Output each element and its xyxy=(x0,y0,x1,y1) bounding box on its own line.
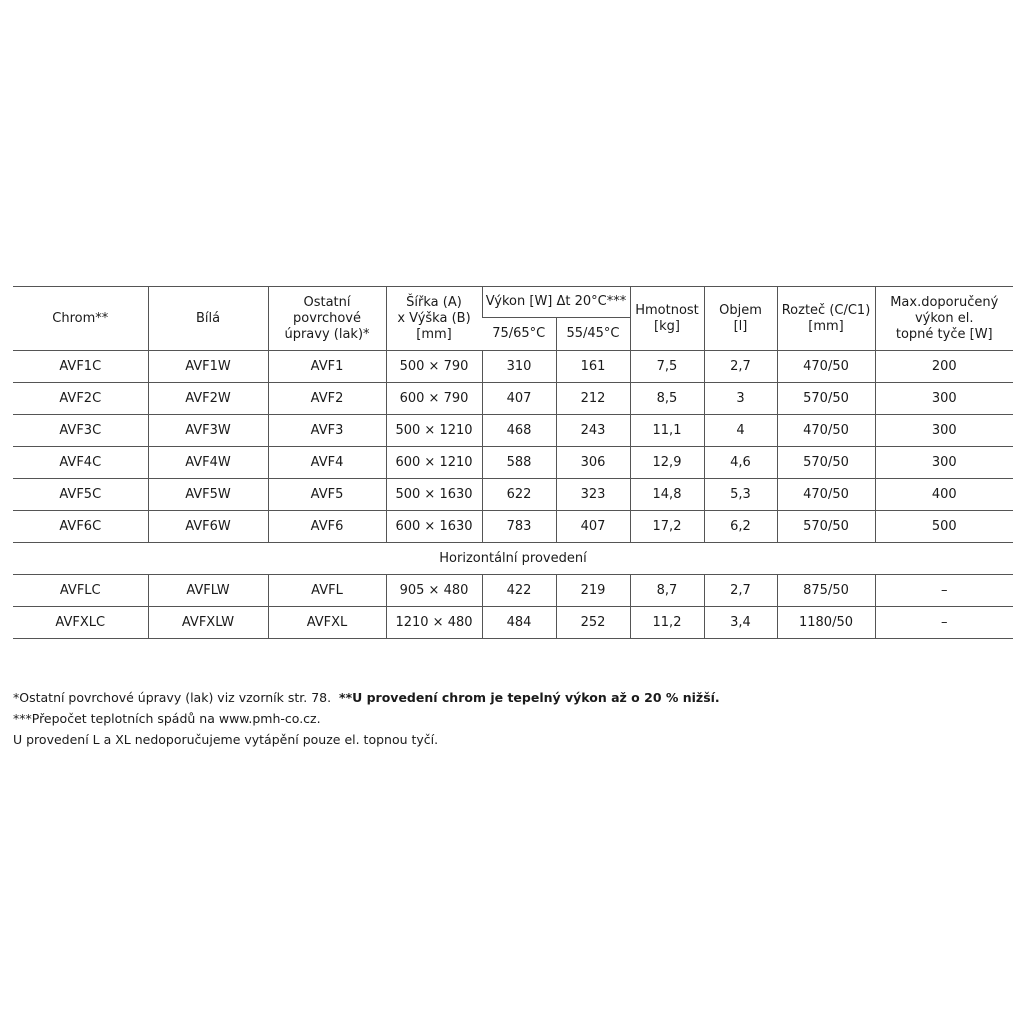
col-header-vykon: Výkon [W] Δt 20°C*** xyxy=(482,287,630,318)
cell-bila: AVF1W xyxy=(148,351,268,383)
cell-max: 500 xyxy=(875,511,1013,543)
cell-roztec: 875/50 xyxy=(777,575,875,607)
cell-ostatni: AVF5 xyxy=(268,479,386,511)
cell-vykon-55: 407 xyxy=(556,511,630,543)
cell-vykon-55: 252 xyxy=(556,607,630,639)
cell-bila: AVF3W xyxy=(148,415,268,447)
cell-hmotnost: 8,5 xyxy=(630,383,704,415)
cell-ostatni: AVF4 xyxy=(268,447,386,479)
footnote-1: *Ostatní povrchové úpravy (lak) viz vzorník str. 78. **U provedení chrom je tepelný výkon až o 20 % nižší. xyxy=(13,690,720,705)
col-header-max: Max.doporučený výkon el. topné tyče [W] xyxy=(875,287,1013,351)
spec-table xyxy=(13,286,1013,639)
cell-rozmer: 500 × 1210 xyxy=(386,415,482,447)
table-row xyxy=(13,415,1013,447)
cell-vykon-55: 323 xyxy=(556,479,630,511)
cell-bila: AVF6W xyxy=(148,511,268,543)
cell-max: 300 xyxy=(875,383,1013,415)
cell-max: – xyxy=(875,607,1013,639)
cell-chrom: AVF3C xyxy=(13,415,148,447)
cell-roztec: 470/50 xyxy=(777,479,875,511)
cell-roztec: 570/50 xyxy=(777,447,875,479)
cell-roztec: 570/50 xyxy=(777,383,875,415)
cell-objem: 2,7 xyxy=(704,575,777,607)
cell-roztec: 1180/50 xyxy=(777,607,875,639)
cell-objem: 2,7 xyxy=(704,351,777,383)
header-row xyxy=(13,287,1013,318)
cell-vykon-55: 161 xyxy=(556,351,630,383)
cell-vykon-55: 306 xyxy=(556,447,630,479)
cell-ostatni: AVF3 xyxy=(268,415,386,447)
footnote-2: ***Přepočet teplotních spádů na www.pmh-co.cz. xyxy=(13,711,321,726)
cell-max: 300 xyxy=(875,447,1013,479)
cell-ostatni: AVF6 xyxy=(268,511,386,543)
table-row xyxy=(13,383,1013,415)
cell-rozmer: 600 × 1630 xyxy=(386,511,482,543)
col-header-vykon-75: 75/65°C xyxy=(482,318,556,351)
col-header-rozmer: Šířka (A) x Výška (B) [mm] xyxy=(386,287,482,351)
cell-vykon-75: 407 xyxy=(482,383,556,415)
cell-ostatni: AVF2 xyxy=(268,383,386,415)
cell-hmotnost: 12,9 xyxy=(630,447,704,479)
cell-vykon-75: 468 xyxy=(482,415,556,447)
cell-chrom: AVF2C xyxy=(13,383,148,415)
cell-bila: AVFXLW xyxy=(148,607,268,639)
footnotes xyxy=(13,687,720,750)
cell-vykon-75: 622 xyxy=(482,479,556,511)
cell-objem: 5,3 xyxy=(704,479,777,511)
cell-rozmer: 500 × 1630 xyxy=(386,479,482,511)
cell-chrom: AVF5C xyxy=(13,479,148,511)
cell-ostatni: AVF1 xyxy=(268,351,386,383)
cell-rozmer: 600 × 1210 xyxy=(386,447,482,479)
cell-bila: AVF2W xyxy=(148,383,268,415)
cell-max: 300 xyxy=(875,415,1013,447)
table-row xyxy=(13,607,1013,639)
cell-hmotnost: 7,5 xyxy=(630,351,704,383)
cell-vykon-55: 243 xyxy=(556,415,630,447)
cell-ostatni: AVFL xyxy=(268,575,386,607)
cell-objem: 3,4 xyxy=(704,607,777,639)
cell-vykon-75: 310 xyxy=(482,351,556,383)
cell-bila: AVF5W xyxy=(148,479,268,511)
cell-chrom: AVF4C xyxy=(13,447,148,479)
cell-vykon-75: 422 xyxy=(482,575,556,607)
cell-hmotnost: 11,2 xyxy=(630,607,704,639)
cell-rozmer: 1210 × 480 xyxy=(386,607,482,639)
section-row xyxy=(13,543,1013,575)
footnote-3: U provedení L a XL nedoporučujeme vytápění pouze el. topnou tyčí. xyxy=(13,732,439,747)
cell-vykon-75: 783 xyxy=(482,511,556,543)
cell-vykon-75: 484 xyxy=(482,607,556,639)
cell-hmotnost: 17,2 xyxy=(630,511,704,543)
col-header-bila: Bílá xyxy=(148,287,268,351)
col-header-hmotnost: Hmotnost [kg] xyxy=(630,287,704,351)
cell-chrom: AVFXLC xyxy=(13,607,148,639)
cell-objem: 4,6 xyxy=(704,447,777,479)
cell-hmotnost: 11,1 xyxy=(630,415,704,447)
cell-max: 200 xyxy=(875,351,1013,383)
col-header-vykon-55: 55/45°C xyxy=(556,318,630,351)
section-label: Horizontální provedení xyxy=(13,543,1013,575)
cell-bila: AVF4W xyxy=(148,447,268,479)
cell-vykon-55: 219 xyxy=(556,575,630,607)
cell-chrom: AVF6C xyxy=(13,511,148,543)
cell-roztec: 470/50 xyxy=(777,415,875,447)
cell-ostatni: AVFXL xyxy=(268,607,386,639)
table-row xyxy=(13,575,1013,607)
table-row xyxy=(13,351,1013,383)
table-row xyxy=(13,479,1013,511)
table-row xyxy=(13,447,1013,479)
cell-chrom: AVFLC xyxy=(13,575,148,607)
col-header-ostatni: Ostatní povrchové úpravy (lak)* xyxy=(268,287,386,351)
cell-chrom: AVF1C xyxy=(13,351,148,383)
cell-vykon-75: 588 xyxy=(482,447,556,479)
col-header-roztec: Rozteč (C/C1) [mm] xyxy=(777,287,875,351)
cell-max: 400 xyxy=(875,479,1013,511)
cell-objem: 6,2 xyxy=(704,511,777,543)
cell-roztec: 470/50 xyxy=(777,351,875,383)
cell-objem: 4 xyxy=(704,415,777,447)
col-header-objem: Objem [l] xyxy=(704,287,777,351)
cell-max: – xyxy=(875,575,1013,607)
cell-hmotnost: 14,8 xyxy=(630,479,704,511)
cell-rozmer: 905 × 480 xyxy=(386,575,482,607)
col-header-chrom: Chrom** xyxy=(13,287,148,351)
cell-objem: 3 xyxy=(704,383,777,415)
cell-bila: AVFLW xyxy=(148,575,268,607)
cell-vykon-55: 212 xyxy=(556,383,630,415)
cell-roztec: 570/50 xyxy=(777,511,875,543)
cell-rozmer: 600 × 790 xyxy=(386,383,482,415)
cell-hmotnost: 8,7 xyxy=(630,575,704,607)
cell-rozmer: 500 × 790 xyxy=(386,351,482,383)
table-row xyxy=(13,511,1013,543)
